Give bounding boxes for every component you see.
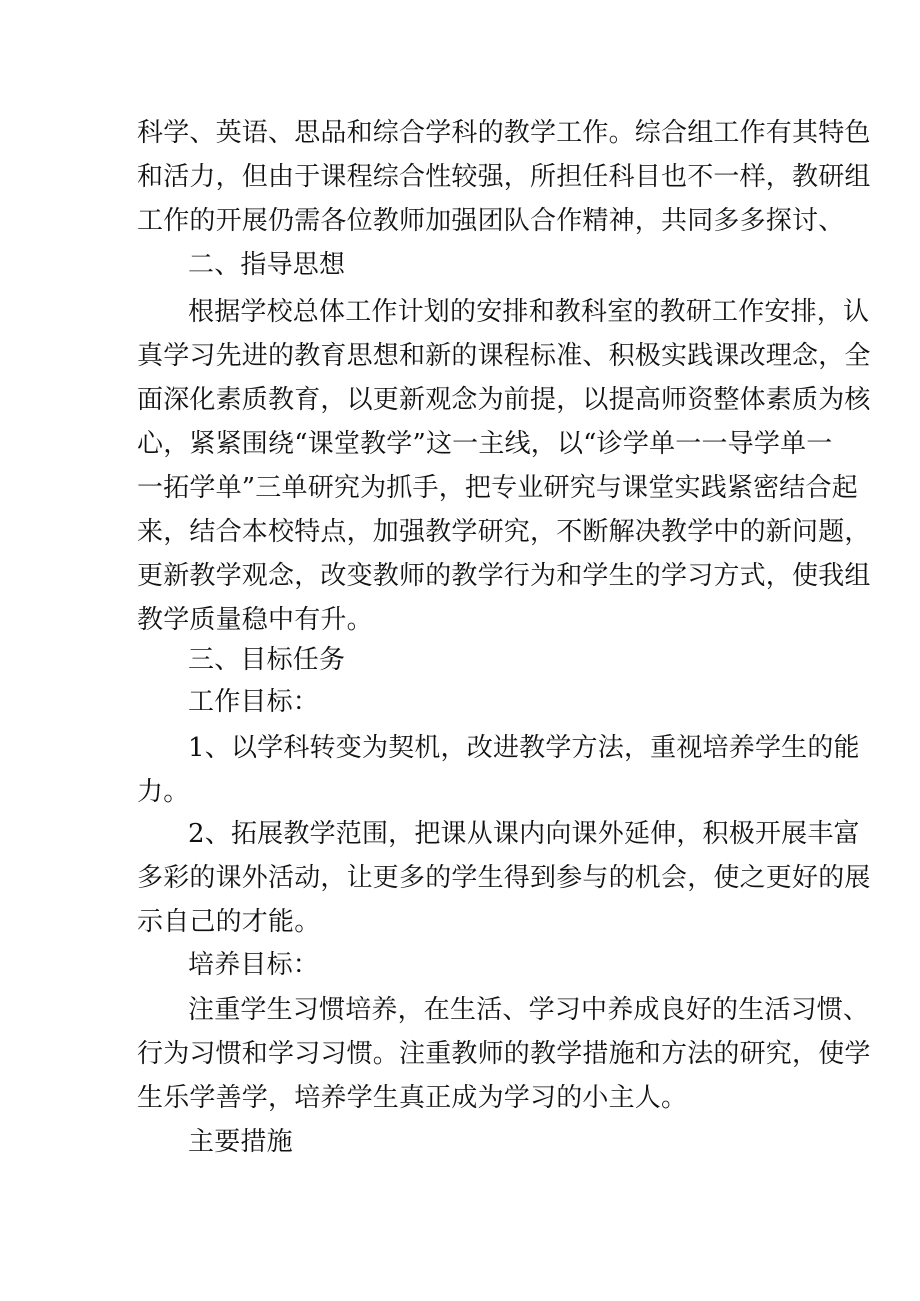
guiding-paragraph-line: 一拓学单”三单研究为抓手，把专业研究与课堂实践紧密结合起 (137, 473, 858, 503)
guiding-paragraph-line: 真学习先进的教育思想和新的课程标准、积极实践课改理念，全 (137, 341, 871, 371)
work-goal-label: 工作目标： (188, 687, 320, 717)
intro-line: 和活力，但由于课程综合性较强，所担任科目也不一样，教研组 (137, 162, 871, 192)
goal-2-line: 示自己的才能。 (137, 907, 321, 937)
intro-line: 工作的开展仍需各位教师加强团队合作精神，共同多多探讨、 (137, 206, 845, 236)
training-paragraph-line: 生乐学善学，培养学生真正成为学习的小主人。 (137, 1083, 688, 1113)
guiding-paragraph-line: 来，结合本校特点，加强教学研究，不断解决教学中的新问题， (137, 517, 871, 547)
main-measures-heading: 主要措施 (188, 1127, 293, 1157)
training-goal-label: 培养目标： (188, 950, 320, 980)
section-heading-goals-tasks: 三、目标任务 (188, 645, 346, 675)
guiding-paragraph-line: 教学质量稳中有升。 (137, 605, 373, 635)
guiding-paragraph-line: 根据学校总体工作计划的安排和教科室的教研工作安排，认 (188, 297, 870, 327)
goal-2-line: 多彩的课外活动，让更多的学生得到参与的机会，使之更好的展 (137, 863, 871, 893)
guiding-paragraph-line: 更新教学观念，改变教师的教学行为和学生的学习方式，使我组 (137, 561, 871, 591)
training-paragraph-line: 注重学生习惯培养，在生活、学习中养成良好的生活习惯、 (188, 995, 870, 1025)
goal-1-line: 1、以学科转变为契机，改进教学方法，重视培养学生的能 (188, 733, 860, 763)
guiding-paragraph-line: 面深化素质教育，以更新观念为前提，以提高师资整体素质为核 (137, 385, 871, 415)
guiding-paragraph-line: 心，紧紧围绕“课堂教学”这一主线，以“诊学单一一导学单一 (137, 429, 833, 459)
goal-2-line: 2、拓展教学范围，把课从课内向课外延伸，积极开展丰富 (188, 819, 860, 849)
section-heading-guiding-thought: 二、指导思想 (188, 250, 346, 280)
training-paragraph-line: 行为习惯和学习习惯。注重教师的教学措施和方法的研究，使学 (137, 1039, 871, 1069)
goal-1-line: 力。 (137, 777, 190, 807)
intro-line: 科学、英语、思品和综合学科的教学工作。综合组工作有其特色 (137, 118, 871, 148)
